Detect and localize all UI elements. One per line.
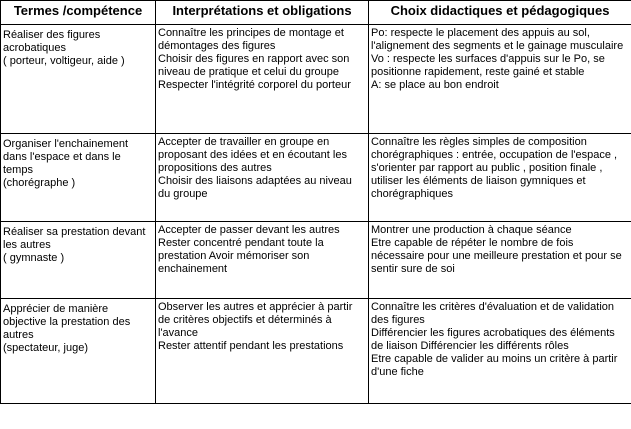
competence-text: Réaliser sa prestation devant les autres ( gymnaste ) [3, 226, 146, 264]
competence-text: Apprécier de manière objective la prestation des autres (spectateur, juge) [3, 303, 131, 354]
interpretation-text: Observer les autres et apprécier à partir de critères objectifs et déterminés à l'avance Rester attentif pendant les prestations [158, 301, 353, 352]
header-choix: Choix didactiques et pédagogiques [369, 1, 631, 25]
choix-text: Connaître les critères d'évaluation et de validation des figures Différencier les figures acrobatiques des éléments de liaison Différencier les différents rôles Etre capable de valider au moins un critère à partir d'une fiche [371, 301, 618, 378]
header-row [1, 1, 631, 25]
interpretation-cell [156, 299, 369, 404]
interpretation-text: Accepter de passer devant les autres Rester concentré pendant toute la prestation Avoir mémoriser son enchainement [158, 224, 340, 275]
competence-cell [1, 222, 156, 299]
choix-cell [369, 134, 631, 222]
competence-cell [1, 134, 156, 222]
interpretation-cell [156, 222, 369, 299]
choix-text: Montrer une production à chaque séance Etre capable de répéter le nombre de fois nécessaire pour une meilleure prestation et pour se sentir sure de soi [371, 224, 622, 275]
interpretation-text: Accepter de travailler en groupe en proposant des idées et en écoutant les propositions des autres Choisir des liaisons adaptées au niveau du groupe [158, 136, 352, 200]
choix-text: Connaître les règles simples de composition chorégraphiques : entrée, occupation de l'espace , s'orienter par rapport au public , position finale , utiliser les éléments de liaison gymniques et chorégraphiques [371, 136, 618, 200]
table-row [1, 299, 631, 404]
interpretation-cell [156, 134, 369, 222]
choix-cell [369, 299, 631, 404]
competence-text: Réaliser des figures acrobatiques ( porteur, voltigeur, aide ) [3, 29, 125, 67]
competence-cell [1, 299, 156, 404]
choix-cell [369, 25, 631, 134]
table-row [1, 25, 631, 134]
competence-text: Organiser l'enchainement dans l'espace et dans le temps (chorégraphe ) [3, 138, 129, 189]
table-row [1, 222, 631, 299]
header-competence: Termes /compétence [1, 1, 156, 25]
header-interpretation: Interprétations et obligations [156, 1, 369, 25]
table-row [1, 134, 631, 222]
interpretation-cell [156, 25, 369, 134]
choix-text: Po: respecte le placement des appuis au sol, l'alignement des segments et le gainage musculaire Vo : respecte les surfaces d'appuis sur le Po, se positionne rapidement, reste gainé et stable A: se place au bon endroit [371, 27, 624, 91]
choix-cell [369, 222, 631, 299]
interpretation-text: Connaître les principes de montage et démontages des figures Choisir des figures en rapport avec son niveau de pratique et celui du groupe Respecter l'intégrité corporel du porteur [158, 27, 351, 91]
competence-cell [1, 25, 156, 134]
